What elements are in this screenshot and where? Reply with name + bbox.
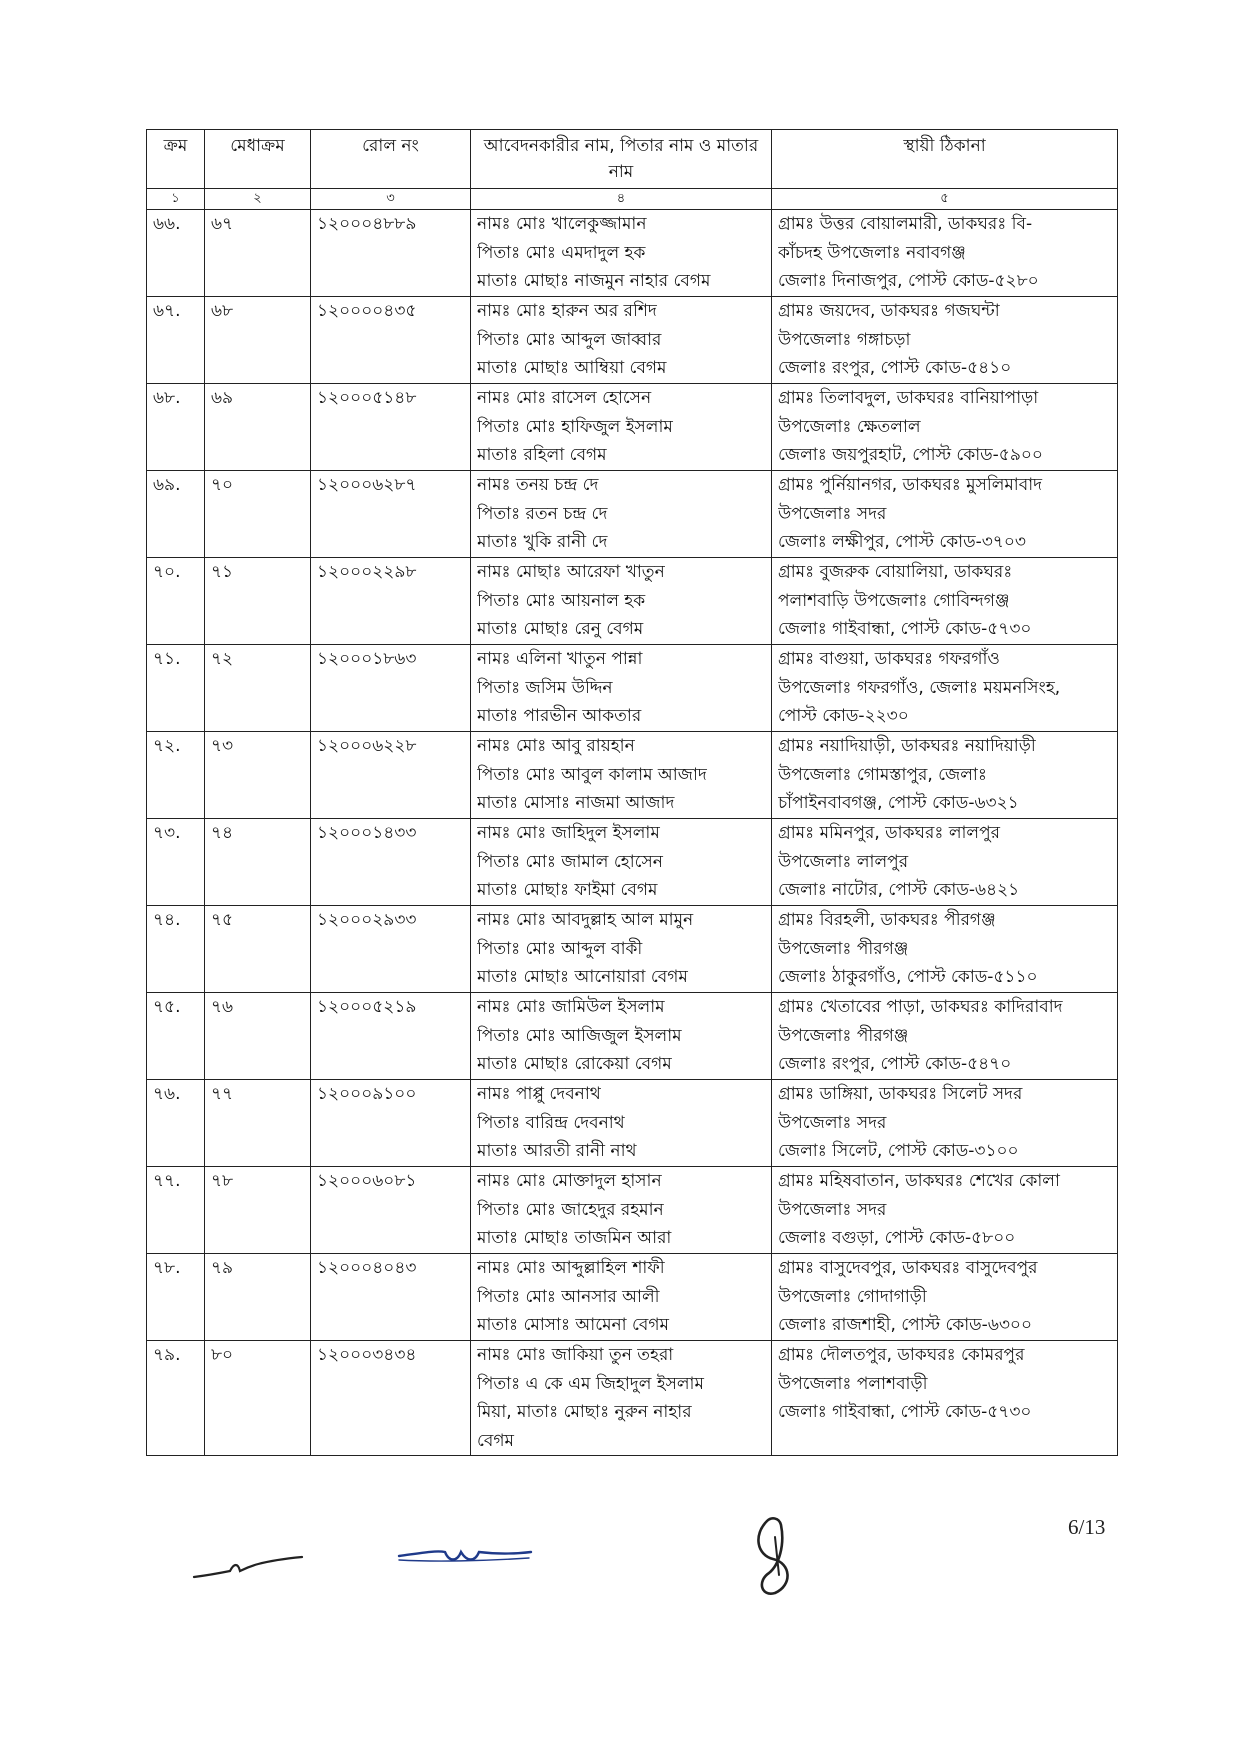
applicant-line: পিতাঃ মোঃ আজিজুল ইসলাম — [477, 1025, 682, 1046]
serial-cell: ৭৯. — [147, 1341, 205, 1456]
address-line: উপজেলাঃ সদর — [778, 503, 887, 524]
column-number: ৩ — [311, 189, 471, 210]
applicant-line: নামঃ মোছাঃ আরেফা খাতুন — [477, 562, 665, 582]
applicant-line: নামঃ মোঃ খালেকুজ্জামান — [477, 214, 647, 234]
address-line: গ্রামঃ বুজরুক বোয়ালিয়া, ডাকঘরঃ — [778, 562, 1013, 582]
applicant-line: নামঃ মোঃ জাহিদুল ইসলাম — [477, 823, 660, 843]
address-line: জেলাঃ গাইবান্ধা, পোস্ট কোড-৫৭৩০ — [778, 619, 1032, 639]
applicant-line: মাতাঃ মোছাঃ নাজমুন নাহার বেগম — [477, 271, 711, 291]
table-header-row — [147, 130, 1118, 189]
applicant-line: মাতাঃ মোছাঃ ফাইমা বেগম — [477, 880, 658, 900]
address-line: গ্রামঃ দৌলতপুর, ডাকঘরঃ কোমরপুর — [778, 1345, 1025, 1365]
roll-cell: ১২০০০৬২৮৭ — [311, 471, 471, 558]
address-line: উপজেলাঃ পীরগঞ্জ — [778, 1025, 909, 1046]
address-line: জেলাঃ রংপুর, পোস্ট কোড-৫৪১০ — [778, 358, 1012, 378]
address-line: গ্রামঃ মহিষবাতান, ডাকঘরঃ শেখের কোলা — [778, 1171, 1060, 1191]
roll-cell: ১২০০০১৮৬৩ — [311, 645, 471, 732]
address-line: কাঁচদহ উপজেলাঃ নবাবগঞ্জ — [778, 242, 966, 263]
address-cell — [772, 1167, 1118, 1254]
signature-mark — [745, 1515, 805, 1600]
applicant-line: নামঃ তনয় চন্দ্র দে — [477, 475, 599, 495]
column-number: ১ — [147, 189, 205, 210]
applicant-line: নামঃ মোঃ জামিউল ইসলাম — [477, 997, 665, 1017]
applicant-line: পিতাঃ রতন চন্দ্র দে — [477, 503, 608, 524]
serial-cell: ৭২. — [147, 732, 205, 819]
applicant-line: নামঃ মোঃ হারুন অর রশিদ — [477, 301, 657, 321]
serial-cell: ৭৩. — [147, 819, 205, 906]
address-line: জেলাঃ রংপুর, পোস্ট কোড-৫৪৭০ — [778, 1054, 1012, 1074]
applicant-cell — [471, 1080, 772, 1167]
table-row — [147, 993, 1118, 1080]
applicant-line: মিয়া, মাতাঃ মোছাঃ নুরুন নাহার — [477, 1402, 692, 1422]
serial-cell: ৬৯. — [147, 471, 205, 558]
applicant-cell — [471, 819, 772, 906]
address-line: পলাশবাড়ি উপজেলাঃ গোবিন্দগঞ্জ — [778, 590, 1010, 611]
address-line: গ্রামঃ তিলাবদুল, ডাকঘরঃ বানিয়াপাড়া — [778, 388, 1039, 408]
address-line: জেলাঃ লক্ষীপুর, পোস্ট কোড-৩৭০৩ — [778, 532, 1026, 552]
applicant-line: পিতাঃ মোঃ জাহেদুর রহমান — [477, 1199, 664, 1220]
table-row — [147, 819, 1118, 906]
serial-cell: ৬৭. — [147, 297, 205, 384]
applicant-line: পিতাঃ মোঃ জামাল হোসেন — [477, 851, 663, 872]
merit-cell: ৬৭ — [205, 210, 311, 297]
serial-cell: ৭৪. — [147, 906, 205, 993]
roll-cell: ১২০০০৪৮৮৯ — [311, 210, 471, 297]
header-serial: ক্রম — [147, 130, 205, 189]
header-merit: মেধাক্রম — [205, 130, 311, 189]
applicant-line: পিতাঃ জসিম উদ্দিন — [477, 677, 613, 698]
applicant-line: মাতাঃ খুকি রানী দে — [477, 532, 608, 552]
applicant-line: পিতাঃ মোঃ আবুল কালাম আজাদ — [477, 764, 707, 785]
column-number: ৪ — [471, 189, 772, 210]
address-line: চাঁপাইনবাবগঞ্জ, পোস্ট কোড-৬৩২১ — [778, 793, 1019, 813]
roll-cell: ১২০০০১৪৩৩ — [311, 819, 471, 906]
merit-cell: ৭২ — [205, 645, 311, 732]
merit-cell: ৭১ — [205, 558, 311, 645]
applicant-line: নামঃ মোঃ রাসেল হোসেন — [477, 388, 652, 408]
applicant-cell — [471, 471, 772, 558]
serial-cell: ৭৮. — [147, 1254, 205, 1341]
applicant-line: মাতাঃ মোসাঃ আমেনা বেগম — [477, 1315, 669, 1335]
address-line: গ্রামঃ খেতাবের পাড়া, ডাকঘরঃ কাদিরাবাদ — [778, 997, 1063, 1017]
applicant-cell — [471, 732, 772, 819]
serial-cell: ৬৬. — [147, 210, 205, 297]
merit-cell: ৭০ — [205, 471, 311, 558]
address-line: উপজেলাঃ সদর — [778, 1199, 887, 1220]
applicant-cell — [471, 297, 772, 384]
roll-cell: ১২০০০৬০৮১ — [311, 1167, 471, 1254]
address-cell — [772, 471, 1118, 558]
applicant-line: পিতাঃ এ কে এম জিহাদুল ইসলাম — [477, 1373, 704, 1394]
applicant-line: পিতাঃ মোঃ এমদাদুল হক — [477, 242, 646, 263]
candidate-table — [146, 129, 1118, 1456]
table-row — [147, 471, 1118, 558]
address-cell — [772, 384, 1118, 471]
applicant-line: নামঃ এলিনা খাতুন পান্না — [477, 649, 643, 669]
address-line: পোস্ট কোড-২২৩০ — [778, 706, 909, 726]
address-line: গ্রামঃ বাসুদেবপুর, ডাকঘরঃ বাসুদেবপুর — [778, 1258, 1038, 1278]
roll-cell: ১২০০০৫১৪৮ — [311, 384, 471, 471]
roll-cell: ১২০০০৪০৪৩ — [311, 1254, 471, 1341]
merit-cell: ৬৯ — [205, 384, 311, 471]
address-line: উপজেলাঃ গোদাগাড়ী — [778, 1286, 927, 1307]
table-row — [147, 558, 1118, 645]
applicant-line: মাতাঃ আরতী রানী নাথ — [477, 1141, 637, 1161]
address-cell — [772, 819, 1118, 906]
table-row — [147, 210, 1118, 297]
roll-cell: ১২০০০০৪৩৫ — [311, 297, 471, 384]
address-line: গ্রামঃ মমিনপুর, ডাকঘরঃ লালপুর — [778, 823, 1000, 843]
applicant-line: মাতাঃ মোছাঃ আম্বিয়া বেগম — [477, 358, 667, 378]
applicant-line: মাতাঃ মোছাঃ তাজমিন আরা — [477, 1228, 672, 1248]
address-cell — [772, 1254, 1118, 1341]
applicant-line: মাতাঃ মোছাঃ আনোয়ারা বেগম — [477, 967, 688, 987]
table-row — [147, 384, 1118, 471]
serial-cell: ৭০. — [147, 558, 205, 645]
header-roll: রোল নং — [311, 130, 471, 189]
address-line: জেলাঃ জয়পুরহাট, পোস্ট কোড-৫৯০০ — [778, 445, 1043, 465]
serial-cell: ৭৬. — [147, 1080, 205, 1167]
address-line: গ্রামঃ বাগুয়া, ডাকঘরঃ গফরগাঁও — [778, 649, 1000, 669]
merit-cell: ৭৬ — [205, 993, 311, 1080]
serial-cell: ৭৫. — [147, 993, 205, 1080]
merit-cell: ৭৪ — [205, 819, 311, 906]
address-line: গ্রামঃ উত্তর বোয়ালমারী, ডাকঘরঃ বি- — [778, 214, 1033, 234]
address-cell — [772, 210, 1118, 297]
address-cell — [772, 1341, 1118, 1456]
address-cell — [772, 732, 1118, 819]
merit-cell: ৭৩ — [205, 732, 311, 819]
applicant-line: পিতাঃ মোঃ আব্দুল জাব্বার — [477, 329, 662, 350]
applicant-line: মাতাঃ মোছাঃ রোকেয়া বেগম — [477, 1054, 672, 1074]
merit-cell: ৬৮ — [205, 297, 311, 384]
applicant-line: নামঃ মোঃ আব্দুল্লাহিল শাফী — [477, 1258, 665, 1278]
table-row — [147, 297, 1118, 384]
address-line: জেলাঃ নাটোর, পোস্ট কোড-৬৪২১ — [778, 880, 1020, 900]
roll-cell: ১২০০০৩৪৩৪ — [311, 1341, 471, 1456]
address-line: জেলাঃ রাজশাহী, পোস্ট কোড-৬৩০০ — [778, 1315, 1033, 1335]
address-line: জেলাঃ গাইবান্ধা, পোস্ট কোড-৫৭৩০ — [778, 1402, 1032, 1422]
applicant-line: নামঃ পাপ্পু দেবনাথ — [477, 1084, 601, 1104]
column-number: ৫ — [772, 189, 1118, 210]
merit-cell: ৭৫ — [205, 906, 311, 993]
address-cell — [772, 906, 1118, 993]
merit-cell: ৭৯ — [205, 1254, 311, 1341]
address-cell — [772, 1080, 1118, 1167]
applicant-cell — [471, 558, 772, 645]
applicant-line: পিতাঃ মোঃ আনসার আলী — [477, 1286, 660, 1307]
applicant-line: মাতাঃ পারভীন আকতার — [477, 706, 642, 726]
applicant-line: পিতাঃ বারিন্দ্র দেবনাথ — [477, 1112, 625, 1133]
address-cell — [772, 558, 1118, 645]
merit-cell: ৭৭ — [205, 1080, 311, 1167]
table-row — [147, 1167, 1118, 1254]
address-line: উপজেলাঃ পীরগঞ্জ — [778, 938, 909, 959]
merit-cell: ৭৮ — [205, 1167, 311, 1254]
roll-cell: ১২০০০৫২১৯ — [311, 993, 471, 1080]
applicant-cell — [471, 384, 772, 471]
applicant-cell — [471, 210, 772, 297]
page-number: 6/13 — [1068, 1515, 1106, 1539]
applicant-cell — [471, 993, 772, 1080]
table-body — [147, 210, 1118, 1456]
address-line: জেলাঃ দিনাজপুর, পোস্ট কোড-৫২৮০ — [778, 271, 1039, 291]
table-row — [147, 906, 1118, 993]
address-line: গ্রামঃ বিরহলী, ডাকঘরঃ পীরগঞ্জ — [778, 910, 996, 930]
applicant-line: নামঃ মোঃ জাকিয়া তুন তহরা — [477, 1345, 674, 1365]
merit-cell: ৮০ — [205, 1341, 311, 1456]
address-line: উপজেলাঃ ক্ষেতলাল — [778, 416, 921, 437]
roll-cell: ১২০০০৯১০০ — [311, 1080, 471, 1167]
address-line: উপজেলাঃ সদর — [778, 1112, 887, 1133]
address-line: উপজেলাঃ গঙ্গাচড়া — [778, 329, 911, 350]
header-applicant: আবেদনকারীর নাম, পিতার নাম ও মাতার নাম — [471, 130, 772, 189]
applicant-cell — [471, 906, 772, 993]
applicant-line: নামঃ মোঃ আবদুল্লাহ আল মামুন — [477, 910, 694, 930]
roll-cell: ১২০০০৬২২৮ — [311, 732, 471, 819]
roll-cell: ১২০০০২৯৩৩ — [311, 906, 471, 993]
table-row — [147, 1080, 1118, 1167]
header-address: স্থায়ী ঠিকানা — [772, 130, 1118, 189]
column-number-row — [147, 189, 1118, 210]
applicant-line: নামঃ মোঃ মোক্তাদুল হাসান — [477, 1171, 662, 1191]
address-line: উপজেলাঃ গফরগাঁও, জেলাঃ ময়মনসিংহ, — [778, 677, 1061, 698]
applicant-line: পিতাঃ মোঃ হাফিজুল ইসলাম — [477, 416, 673, 437]
address-line: উপজেলাঃ লালপুর — [778, 851, 909, 872]
applicant-line: পিতাঃ মোঃ আব্দুল বাকী — [477, 938, 643, 959]
address-line: উপজেলাঃ গোমস্তাপুর, জেলাঃ — [778, 764, 987, 785]
address-cell — [772, 297, 1118, 384]
serial-cell: ৭৭. — [147, 1167, 205, 1254]
address-line: জেলাঃ ঠাকুরগাঁও, পোস্ট কোড-৫১১০ — [778, 967, 1038, 987]
applicant-line: পিতাঃ মোঃ আয়নাল হক — [477, 590, 646, 611]
applicant-cell — [471, 645, 772, 732]
applicant-cell — [471, 1167, 772, 1254]
address-line: জেলাঃ সিলেট, পোস্ট কোড-৩১০০ — [778, 1141, 1019, 1161]
address-line: উপজেলাঃ পলাশবাড়ী — [778, 1373, 928, 1394]
applicant-line: মাতাঃ রহিলা বেগম — [477, 445, 607, 465]
table-row — [147, 732, 1118, 819]
applicant-line: নামঃ মোঃ আবু রায়হান — [477, 736, 635, 756]
applicant-line: বেগম — [477, 1430, 514, 1451]
address-line: গ্রামঃ পুর্নিয়ানগর, ডাকঘরঃ মুসলিমাবাদ — [778, 475, 1043, 495]
address-line: গ্রামঃ জয়দেব, ডাকঘরঃ গজঘন্টা — [778, 301, 1000, 321]
applicant-cell — [471, 1341, 772, 1456]
address-cell — [772, 645, 1118, 732]
table-row — [147, 645, 1118, 732]
address-line: গ্রামঃ নয়াদিয়াড়ী, ডাকঘরঃ নয়াদিয়াড়ী — [778, 736, 1036, 756]
applicant-line: মাতাঃ মোসাঃ নাজমা আজাদ — [477, 793, 675, 813]
column-number: ২ — [205, 189, 311, 210]
serial-cell: ৭১. — [147, 645, 205, 732]
address-line: জেলাঃ বগুড়া, পোস্ট কোড-৫৮০০ — [778, 1228, 1016, 1248]
signature-mark — [395, 1540, 535, 1570]
serial-cell: ৬৮. — [147, 384, 205, 471]
address-line: গ্রামঃ ডাঙ্গিয়া, ডাকঘরঃ সিলেট সদর — [778, 1084, 1023, 1104]
table-row — [147, 1254, 1118, 1341]
applicant-cell — [471, 1254, 772, 1341]
applicant-line: মাতাঃ মোছাঃ রেনু বেগম — [477, 619, 644, 639]
roll-cell: ১২০০০২২৯৮ — [311, 558, 471, 645]
signature-mark — [190, 1545, 310, 1585]
address-cell — [772, 993, 1118, 1080]
table-row — [147, 1341, 1118, 1456]
